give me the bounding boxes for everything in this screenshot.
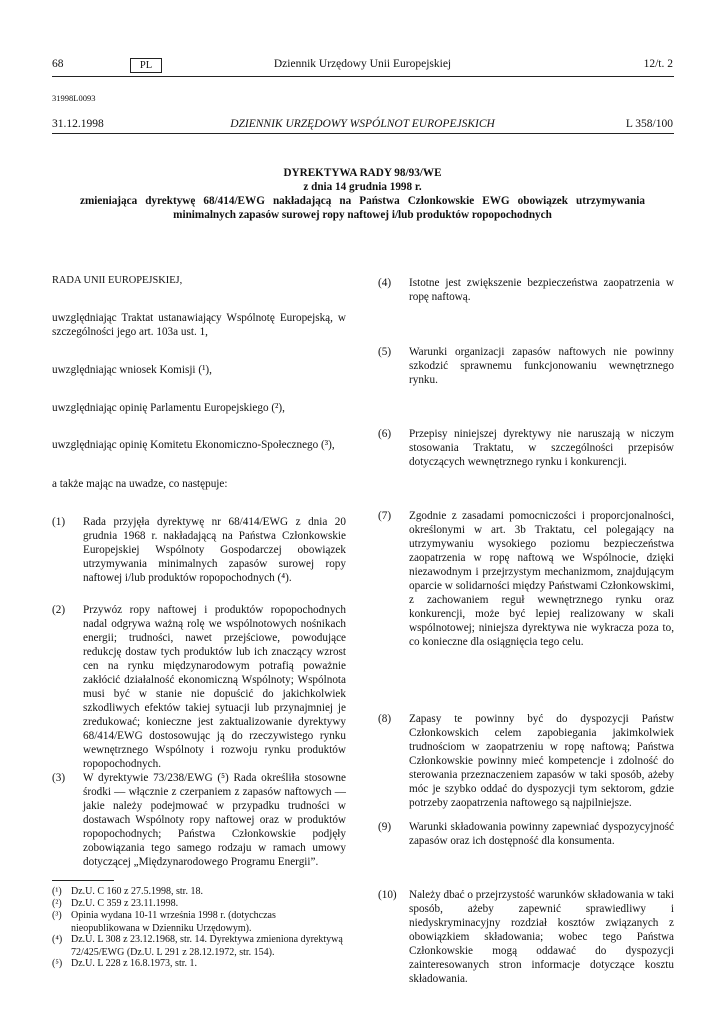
recital-number: (3) xyxy=(52,772,66,784)
footnote-text: Dz.U. L 308 z 23.12.1968, str. 14. Dyrektywa zmieniona dyrektywą 72/425/EWG (Dz.U. L 291 z 28.12.1972, str. 154). xyxy=(71,934,343,958)
title-line-2: z dnia 14 grudnia 1998 r. xyxy=(303,181,422,193)
recital-text: Istotne jest zwiększenie bezpieczeństwa zaopatrzenia w ropę naftową. xyxy=(409,277,674,303)
volume-ref: 12/t. 2 xyxy=(643,58,673,70)
footnote-number: (⁴) xyxy=(52,934,63,945)
preamble-commission: uwzględniając wniosek Komisji (¹), xyxy=(52,364,212,376)
recital-text: Przywóz ropy naftowej i produktów ropopochodnych nadal odgrywa ważną rolę we wspólnotowych nośnikach energii; trudności, nawet przejściowe, powodujące redukcję dostaw tych produktów lub ich znaczący wzrost cen na rynku międzynarodowym potrafią poważnie zakłócić działalność ekonomiczną Wspólnoty; Wspólnota musi być w stanie nie dopuścić do jakichkolwiek szkodliwych efektów takiej sytuacji lub przynajmniej je zredukować; konieczne jest zaktualizowanie dyrektywy 68/414/EWG dostosowując ją do rzeczywistego rynku wewnętrznego Wspólnoty i rozwoju rynku produktów ropopochodnych. xyxy=(83,604,346,770)
title-line-1: DYREKTYWA RADY 98/93/WE xyxy=(283,167,442,179)
recital-number: (5) xyxy=(378,346,392,358)
title-line-3: zmieniająca dyrektywę 68/414/EWG nakładającą na Państwa Członkowskie EWG obowiązek utrzymywania minimalnych zapasów surowej ropy naftowej i/lub produktów ropopochodnych xyxy=(80,195,645,221)
recital-number: (7) xyxy=(378,510,392,522)
footnote-number: (¹) xyxy=(52,886,62,897)
recital-text: Rada przyjęła dyrektywę nr 68/414/EWG z dnia 20 grudnia 1968 r. nakładającą na Państwa Członkowskie Europejskiej Wspólnoty Gospodarczej obowiązek utrzymywania minimalnych zapasów surowej ropy naftowej i/lub produktów ropopochodnych (⁴). xyxy=(83,516,346,584)
footnote-number: (²) xyxy=(52,898,62,909)
footnote-number: (³) xyxy=(52,910,62,921)
recital-text: Przepisy niniejszej dyrektywy nie naruszają w niczym stosowania Traktatu, w szczególności przepisów dotyczących wewnętrznego rynku i konkurencji. xyxy=(409,428,674,468)
oj-ref: L 358/100 xyxy=(625,118,673,130)
oj-rule xyxy=(52,133,674,134)
page-number: 68 xyxy=(52,58,64,70)
recital-text: Zgodnie z zasadami pomocniczości i proporcjonalności, określonymi w art. 3b Traktatu, cel polegający na utrzymywaniu wysokiego poziomu bezpieczeństwa zaopatrzenia w ropę naftową we Wspólnocie, dzięki niezawodnym i przejrzystym mechanizmom, znajdującym oparcie w solidarności między Państwami Członkowskimi, z zachowaniem reguł wewnętrznego rynku oraz konkurencji, może być lepiej realizowany w skali wspólnotowej; niniejsza dyrektywa nie wykracza poza to, co konieczne dla osiągnięcia tego celu. xyxy=(409,510,674,648)
recital-number: (2) xyxy=(52,604,66,616)
oj-title: DZIENNIK URZĘDOWY WSPÓLNOT EUROPEJSKICH xyxy=(230,118,495,130)
recital-text: Warunki składowania powinny zapewniać dyspozycyjność zapasów oraz ich dostępność dla konsumenta. xyxy=(409,821,674,847)
footnote-number: (⁵) xyxy=(52,958,63,969)
celex-number: 31998L0093 xyxy=(52,93,96,103)
recital-number: (9) xyxy=(378,821,392,833)
document-title xyxy=(80,166,645,222)
journal-title: Dziennik Urzędowy Unii Europejskiej xyxy=(273,58,452,70)
recital-text: W dyrektywie 73/238/EWG (⁵) Rada określiła stosowne środki — włącznie z czerpaniem z zapasów naftowych — jakie należy podejmować w przypadku trudności w dostawach Wspólnoty ropy naftowej oraz w produktów ropopochodnych; Państwa Członkowskie podjęły zobowiązania tego samego rodzaju w ramach umowy dotyczącej „Międzynarodowego Programu Energii”. xyxy=(83,772,346,868)
footnote-rule xyxy=(52,880,114,881)
language-box: PL xyxy=(130,58,162,73)
recital-number: (8) xyxy=(378,713,392,725)
footnote-text: Opinia wydana 10-11 września 1998 r. (dotychczas nieopublikowana w Dzienniku Urzędowym). xyxy=(71,910,276,934)
oj-date: 31.12.1998 xyxy=(52,118,104,130)
recital-text: Należy dbać o przejrzystość warunków składowania w taki sposób, ażeby zapewnić sprawiedliwy i niedyskryminacyjny rozdział kosztów związanych z obowiązkiem składowania; wobec tego Państwa Członkowskie mogą oddawać do dyspozycji zainteresowanych stron informacje dotyczące kosztu składowania. xyxy=(409,889,674,985)
recital-number: (1) xyxy=(52,516,66,528)
preamble-whereas: a także mając na uwadze, co następuje: xyxy=(52,478,228,490)
header-rule xyxy=(52,76,674,77)
recital-text: Zapasy te powinny być do dyspozycji Państw Członkowskich celem zapobiegania jakimkolwiek trudnościom w zaopatrzeniu w ropę naftową; Państwa Członkowskie powinny mieć kompetencje i zdolność do sterowania przeznaczeniem zapasów w taki sposób, ażeby móc je szybko oddać do dyspozycji tym sektorom, gdzie potrzeby zaopatrzenia naftowego są najpilniejsze. xyxy=(409,713,674,809)
recital-number: (6) xyxy=(378,428,392,440)
footnote-text: Dz.U. L 228 z 16.8.1973, str. 1. xyxy=(71,958,198,969)
recital-text: Warunki organizacji zapasów naftowych nie powinny szkodzić sprawnemu funkcjonowaniu wewnętrznego rynku. xyxy=(409,346,674,386)
footnote-text: Dz.U. C 359 z 23.11.1998. xyxy=(71,898,179,909)
footnote-text: Dz.U. C 160 z 27.5.1998, str. 18. xyxy=(71,886,203,897)
recital-number: (10) xyxy=(378,889,397,901)
recital-number: (4) xyxy=(378,277,392,289)
preamble-treaty: uwzględniając Traktat ustanawiający Wspólnotę Europejską, w szczególności jego art. 103a ust. 1, xyxy=(52,312,346,338)
preamble-council: RADA UNII EUROPEJSKIEJ, xyxy=(52,275,183,286)
preamble-committee: uwzględniając opinię Komitetu Ekonomiczno-Społecznego (³), xyxy=(52,439,335,451)
preamble-parliament: uwzględniając opinię Parlamentu Europejskiego (²), xyxy=(52,402,285,414)
